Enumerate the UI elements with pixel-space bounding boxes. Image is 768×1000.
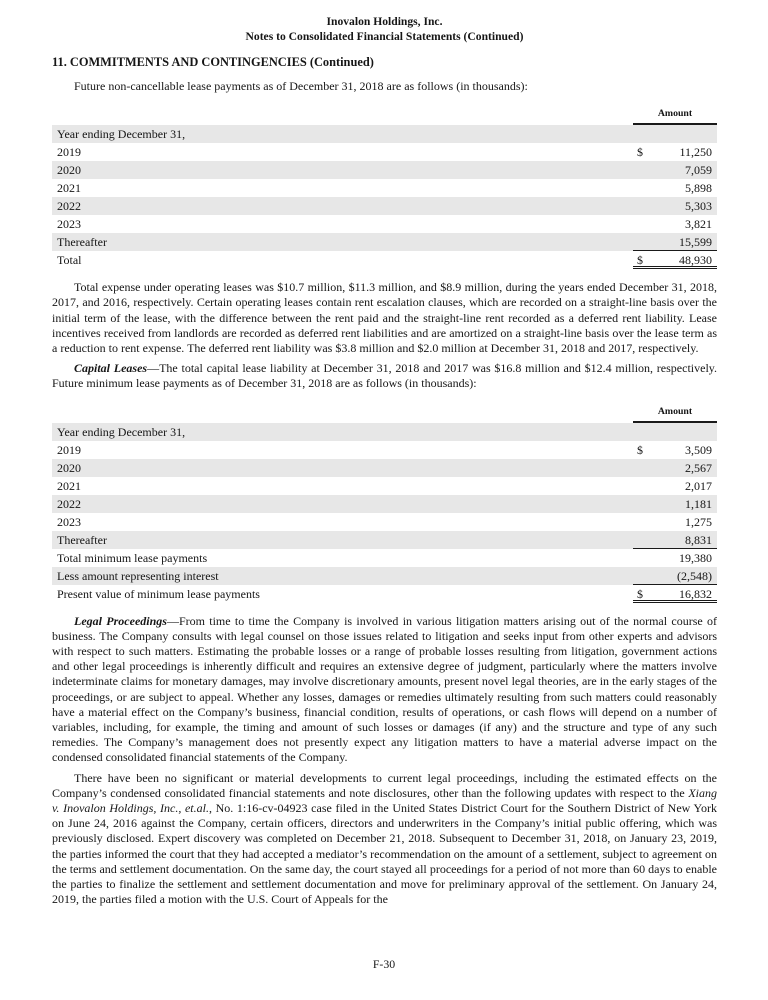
row-amount <box>633 125 717 143</box>
table-row <box>52 531 717 549</box>
row-label: 2019 <box>57 442 81 457</box>
dollar-sign <box>633 233 653 250</box>
dollar-sign <box>633 459 653 477</box>
row-amount <box>633 549 717 567</box>
amount-value: 16,832 <box>679 586 712 601</box>
table-row <box>52 567 717 585</box>
amount-value: 7,059 <box>685 163 712 178</box>
row-label: 2020 <box>57 460 81 475</box>
amount-value <box>653 423 717 441</box>
row-label: 2022 <box>57 199 81 214</box>
row-label: Less amount representing interest <box>57 568 219 583</box>
dollar-sign <box>633 179 653 197</box>
capital-leases-lead: Capital Leases <box>74 361 148 376</box>
row-label: Total <box>57 253 82 268</box>
dollar-sign: $ <box>637 586 643 601</box>
row-amount <box>633 143 717 161</box>
row-label: 2021 <box>57 478 81 493</box>
row-label: Total minimum lease payments <box>57 550 208 565</box>
row-label: Thereafter <box>57 532 107 547</box>
row-label: Present value of minimum lease payments <box>57 586 260 601</box>
case-name: Xiang v. Inovalon Holdings, Inc., et.al. <box>52 785 717 816</box>
dollar-sign: $ <box>637 442 643 457</box>
row-amount <box>633 423 717 441</box>
legal-developments-paragraph <box>52 771 717 908</box>
row-amount <box>633 513 717 531</box>
legal-proceedings-body: —From time to time the Company is involved in various litigation matters arising out of the normal course of business. The Company consults with legal counsel on those issues related to litigation and seeks input from other experts and advisors with respect to such matters. Estimating the probable losses or a range of probable losses resulting from litigation, government actions and other legal proceedings is inherently difficult and requires an extensive degree of judgment, particularly where the matters involve indeterminate claims for monetary damages, may involve discretionary amounts, present novel legal theories, are in the early stages of the proceedings, or are subject to appeal. Whether any losses, damages or remedies ultimately resulting from such matters could reasonably have a material effect on the Company’s business, financial condition, results of operations, or cash flows will depend on a number of variables, including, for example, the timing and amount of such losses or damages (if any) and the structure and type of any such remedies. The Company’s management does not presently expect any litigation matters to have a material adverse impact on the condensed consolidated financial statements of the Company. <box>52 613 717 765</box>
amount-value <box>653 125 717 143</box>
table-row <box>52 477 717 495</box>
dollar-sign <box>633 161 653 179</box>
row-label: 2021 <box>57 181 81 196</box>
row-label: Thereafter <box>57 235 107 250</box>
row-amount <box>633 233 717 251</box>
row-label: 2023 <box>57 217 81 232</box>
table-row <box>52 513 717 531</box>
table-row <box>52 161 717 179</box>
amount-value: 11,250 <box>679 145 712 160</box>
developments-part1: There have been no significant or material developments to current legal proceedings, including the estimated effects on the Company’s condensed consolidated financial statements and note disclosures, other than the following updates with respect to the <box>52 770 717 800</box>
operating-lease-table <box>52 108 717 269</box>
amount-value: (2,548) <box>677 568 712 583</box>
row-amount <box>633 477 717 495</box>
row-amount <box>633 495 717 513</box>
amount-value: 2,567 <box>685 460 712 475</box>
dollar-sign <box>633 197 653 215</box>
row-amount <box>633 215 717 233</box>
dollar-sign <box>633 567 653 584</box>
table-row <box>52 215 717 233</box>
table-row <box>52 233 717 251</box>
document-header <box>52 15 717 44</box>
dollar-sign <box>633 531 653 548</box>
amount-value: 3,821 <box>685 217 712 232</box>
table-header-row <box>52 108 717 125</box>
developments-part2: , No. 1:16-cv-04923 case filed in the United States District Court for the Southern District of New York on June 24, 2016 against the Company, certain officers, directors and underwriters in the Company’s initial public offering, which was previously disclosed. Expert discovery was completed on December 21, 2018. Subsequent to December 31, 2018, on January 23, 2019, the parties informed the court that they had accepted a mediator’s recommendation on the amount of a settlement, subject to agreement on the terms and settlement documentation. On the same day, the court stayed all proceedings for a period of not more than 60 days to enable the parties to finalize the settlement and settlement documentation and move for preliminary approval of the settlement. On January 24, 2019, the parties filed a motion with the U.S. Court of Appeals for the <box>52 801 717 907</box>
dollar-sign: $ <box>637 145 643 160</box>
row-amount <box>633 161 717 179</box>
table-row <box>52 179 717 197</box>
capital-lease-table <box>52 406 717 603</box>
amount-column-header: Amount <box>633 108 717 125</box>
table-row <box>52 251 717 269</box>
row-label: 2022 <box>57 496 81 511</box>
table-row <box>52 125 717 143</box>
dollar-sign <box>633 215 653 233</box>
row-amount <box>633 585 717 603</box>
amount-value: 1,275 <box>685 514 712 529</box>
legal-proceedings-lead: Legal Proceedings <box>74 613 167 628</box>
amount-value: 19,380 <box>679 550 712 565</box>
row-amount <box>633 567 717 585</box>
amount-column-header: Amount <box>633 406 717 423</box>
legal-proceedings-paragraph <box>52 614 717 766</box>
table-row <box>52 585 717 603</box>
table-row <box>52 423 717 441</box>
capital-leases-paragraph <box>52 361 717 391</box>
row-amount <box>633 251 717 269</box>
dollar-sign <box>633 477 653 495</box>
row-label: Year ending December 31, <box>57 424 186 439</box>
operating-lease-table-body <box>52 125 717 269</box>
row-amount <box>633 531 717 549</box>
table-row <box>52 441 717 459</box>
amount-value: 15,599 <box>679 235 712 250</box>
intro-paragraph: Future non-cancellable lease payments as of December 31, 2018 are as follows (in thousands): <box>74 79 528 93</box>
table-row <box>52 459 717 477</box>
row-label: 2019 <box>57 145 81 160</box>
operating-leases-paragraph: Total expense under operating leases was $10.7 million, $11.3 million, and $8.9 million, during the years ended December 31, 2018, 2017, and 2016, respectively. Certain operating leases contain rent escalation clauses, which are recorded on a straight-line basis over the initial term of the lease, with the difference between the rent paid and the straight-line rent recorded as a deferred rent liability. Lease incentives received from landlords are recorded as deferred rent liabilities and are amortized on a straight-line basis over the lease term as a reduction to rent expense. The deferred rent liability was $3.8 million and $2.0 million at December 31, 2018 and 2017, respectively. <box>52 280 717 356</box>
table-header-row <box>52 406 717 423</box>
dollar-sign <box>633 423 653 441</box>
amount-value: 1,181 <box>685 496 712 511</box>
capital-lease-table-body <box>52 423 717 603</box>
amount-value: 8,831 <box>685 532 712 547</box>
dollar-sign <box>633 513 653 531</box>
table-row <box>52 143 717 161</box>
table-row <box>52 549 717 567</box>
row-amount <box>633 197 717 215</box>
section-heading: 11. COMMITMENTS AND CONTINGENCIES (Continued) <box>52 55 374 69</box>
table-row <box>52 197 717 215</box>
amount-value: 5,303 <box>685 199 712 214</box>
row-label: Year ending December 31, <box>57 127 186 142</box>
amount-value: 2,017 <box>685 478 712 493</box>
row-amount <box>633 441 717 459</box>
dollar-sign <box>633 125 653 143</box>
row-amount <box>633 179 717 197</box>
amount-value: 3,509 <box>685 442 712 457</box>
row-label: 2020 <box>57 163 81 178</box>
amount-value: 48,930 <box>679 253 712 268</box>
document-title: Notes to Consolidated Financial Statements (Continued) <box>245 29 524 43</box>
capital-leases-body: —The total capital lease liability at December 31, 2018 and 2017 was $16.8 million and $12.4 million, respectively. Future minimum lease payments as of December 31, 2018 are as follows (in thousands): <box>52 361 718 391</box>
page-number: F-30 <box>372 957 396 971</box>
amount-value: 5,898 <box>685 181 712 196</box>
row-amount <box>633 459 717 477</box>
row-label: 2023 <box>57 514 81 529</box>
dollar-sign: $ <box>637 253 643 268</box>
company-name: Inovalon Holdings, Inc. <box>326 15 443 28</box>
table-row <box>52 495 717 513</box>
dollar-sign <box>633 495 653 513</box>
dollar-sign <box>633 549 653 567</box>
